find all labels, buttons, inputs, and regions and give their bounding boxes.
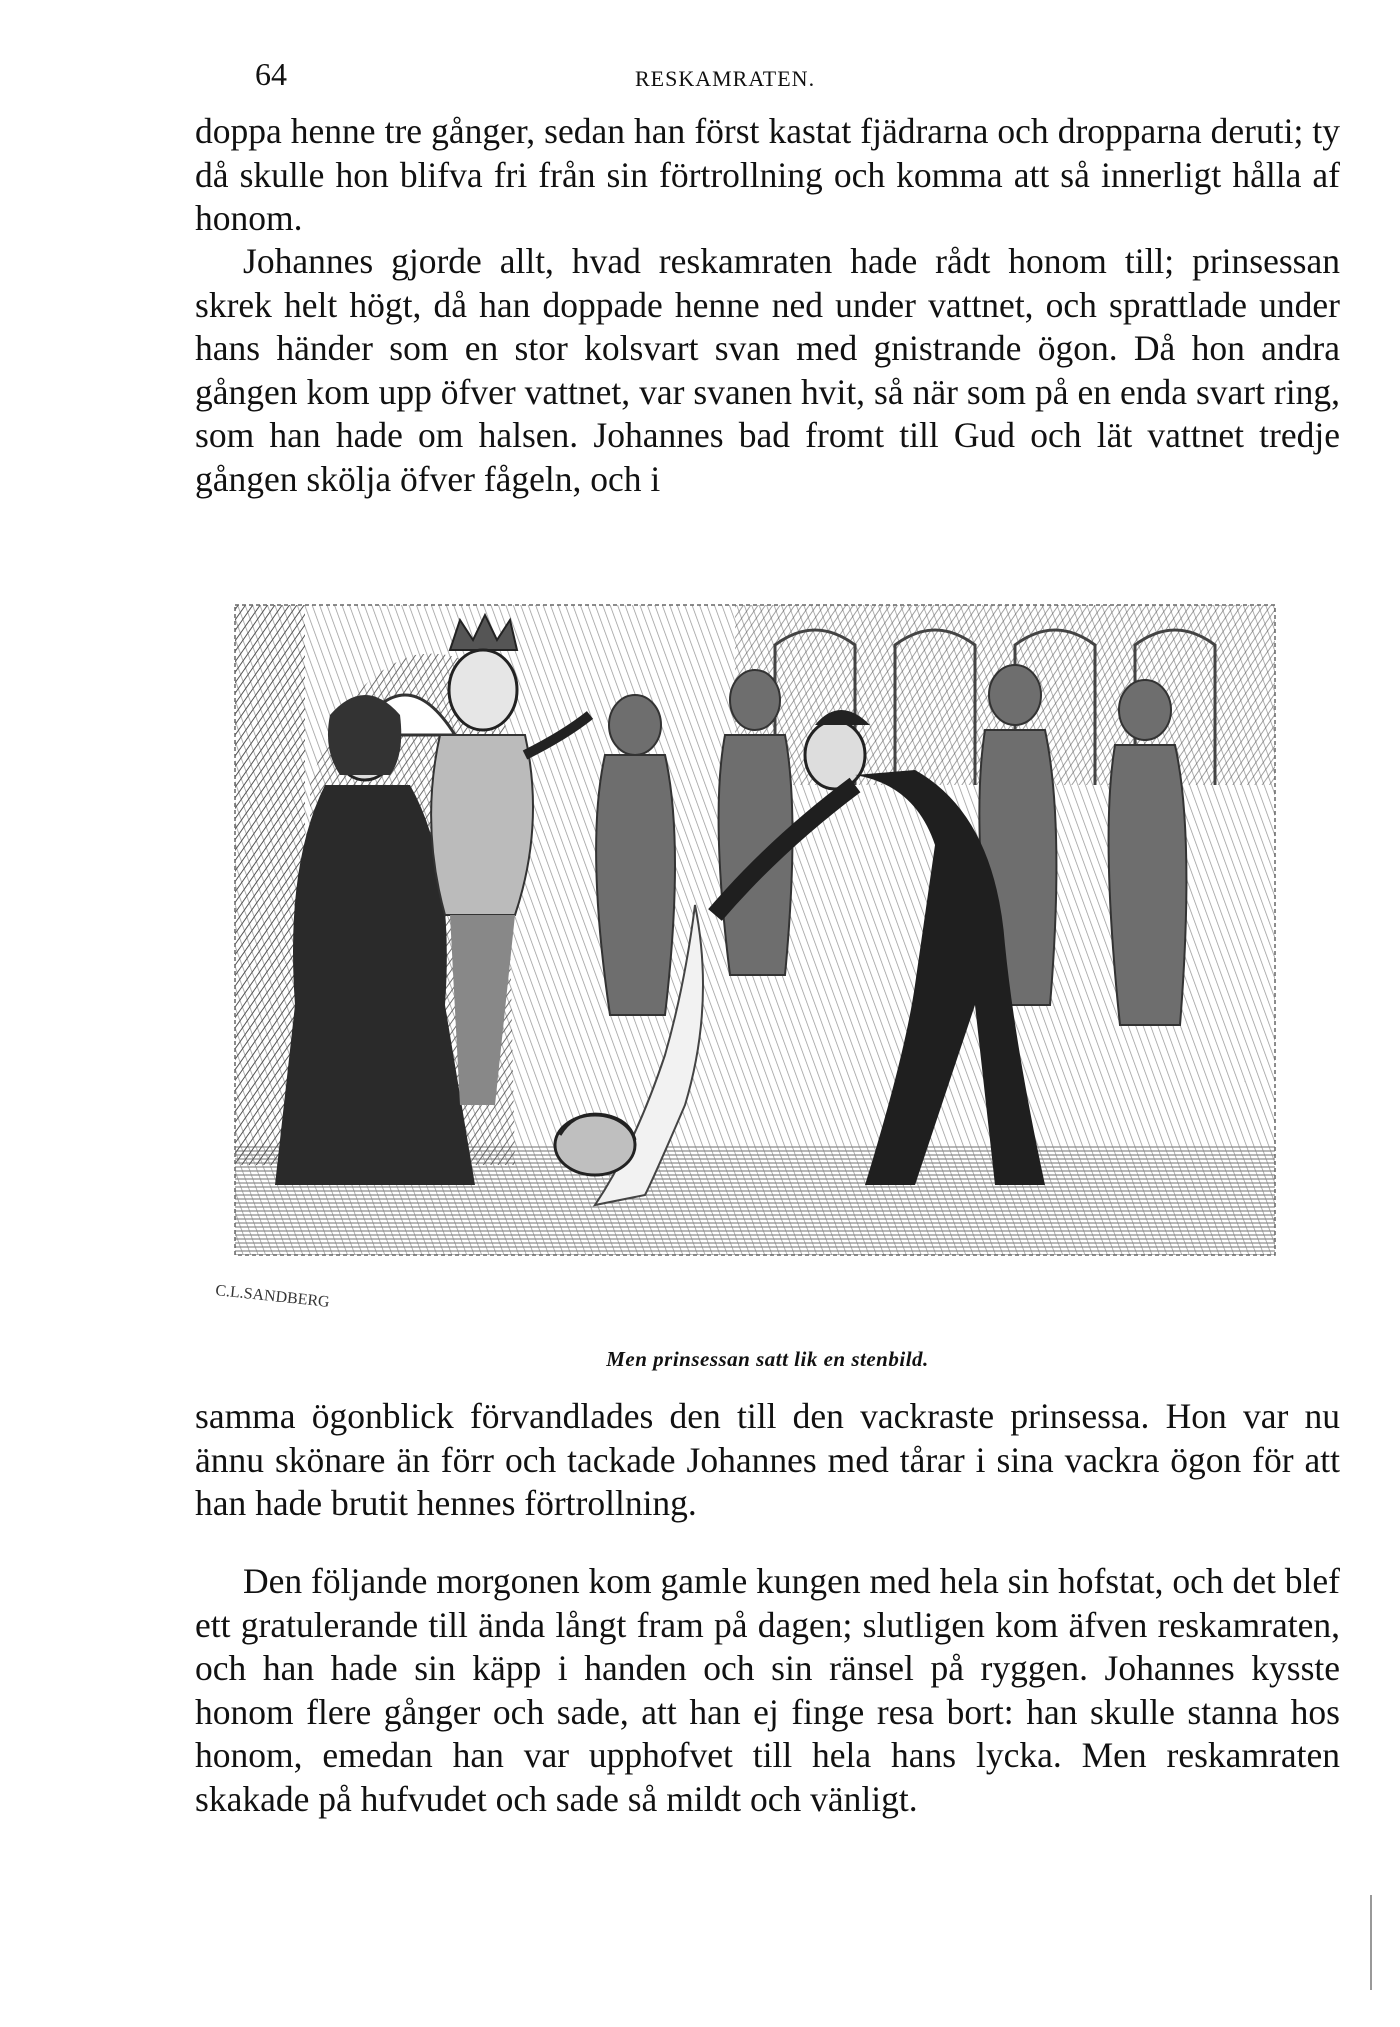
page-header [195, 56, 1325, 96]
artist-signature: C.L.SANDBERG [215, 1282, 331, 1311]
engraving-illustration [215, 585, 1295, 1325]
paragraph-3: samma ögonblick förvandlades den till den vackraste prinsessa. Hon var nu ännu skönare än förr och tackade Johannes med tårar i sina vackra ögon för att han hade brutit hennes förtrollning. [195, 1396, 1340, 1523]
paragraph-1: doppa henne tre gånger, sedan han först kastat fjädrarna och dropparna deruti; ty då skulle hon blifva fri från sin förtrollning och komma att så innerligt hålla af honom. [195, 111, 1340, 238]
illustration-caption: Men prinsessan satt lik en stenbild. [606, 1347, 929, 1371]
running-title: RESKAMRATEN. [635, 66, 816, 91]
engraving-svg [215, 585, 1295, 1325]
margin-mark [1370, 1895, 1372, 1990]
paragraph-2: Johannes gjorde allt, hvad reskamraten hade rådt honom till; prinsessan skrek helt högt, då han doppade henne ned under vattnet, och sprattlade under hans händer som en stor kolsvart svan med gnistrande ögon. Då hon andra gången kom upp öfver vattnet, var svanen hvit, så när som på en enda svart ring, som han hade om halsen. Johannes bad fromt till Gud och lät vattnet tredje gången skölja öfver fågeln, och i [195, 241, 1340, 499]
paragraph-4: Den följande morgonen kom gamle kungen med hela sin hofstat, och det blef ett gratulerande till ända långt fram på dagen; slutligen kom äfven reskamraten, och han hade sin käpp i handen och sin ränsel på ryggen. Johannes kysste honom flere gånger och sade, att han ej finge resa bort: han skulle stanna hos honom, emedan han var upphofvet till hela hans lycka. Men reskamraten skakade på hufvudet och sade så mildt och vänligt. [195, 1561, 1340, 1819]
page-number: 64 [255, 56, 287, 92]
troll-head [555, 1114, 635, 1175]
